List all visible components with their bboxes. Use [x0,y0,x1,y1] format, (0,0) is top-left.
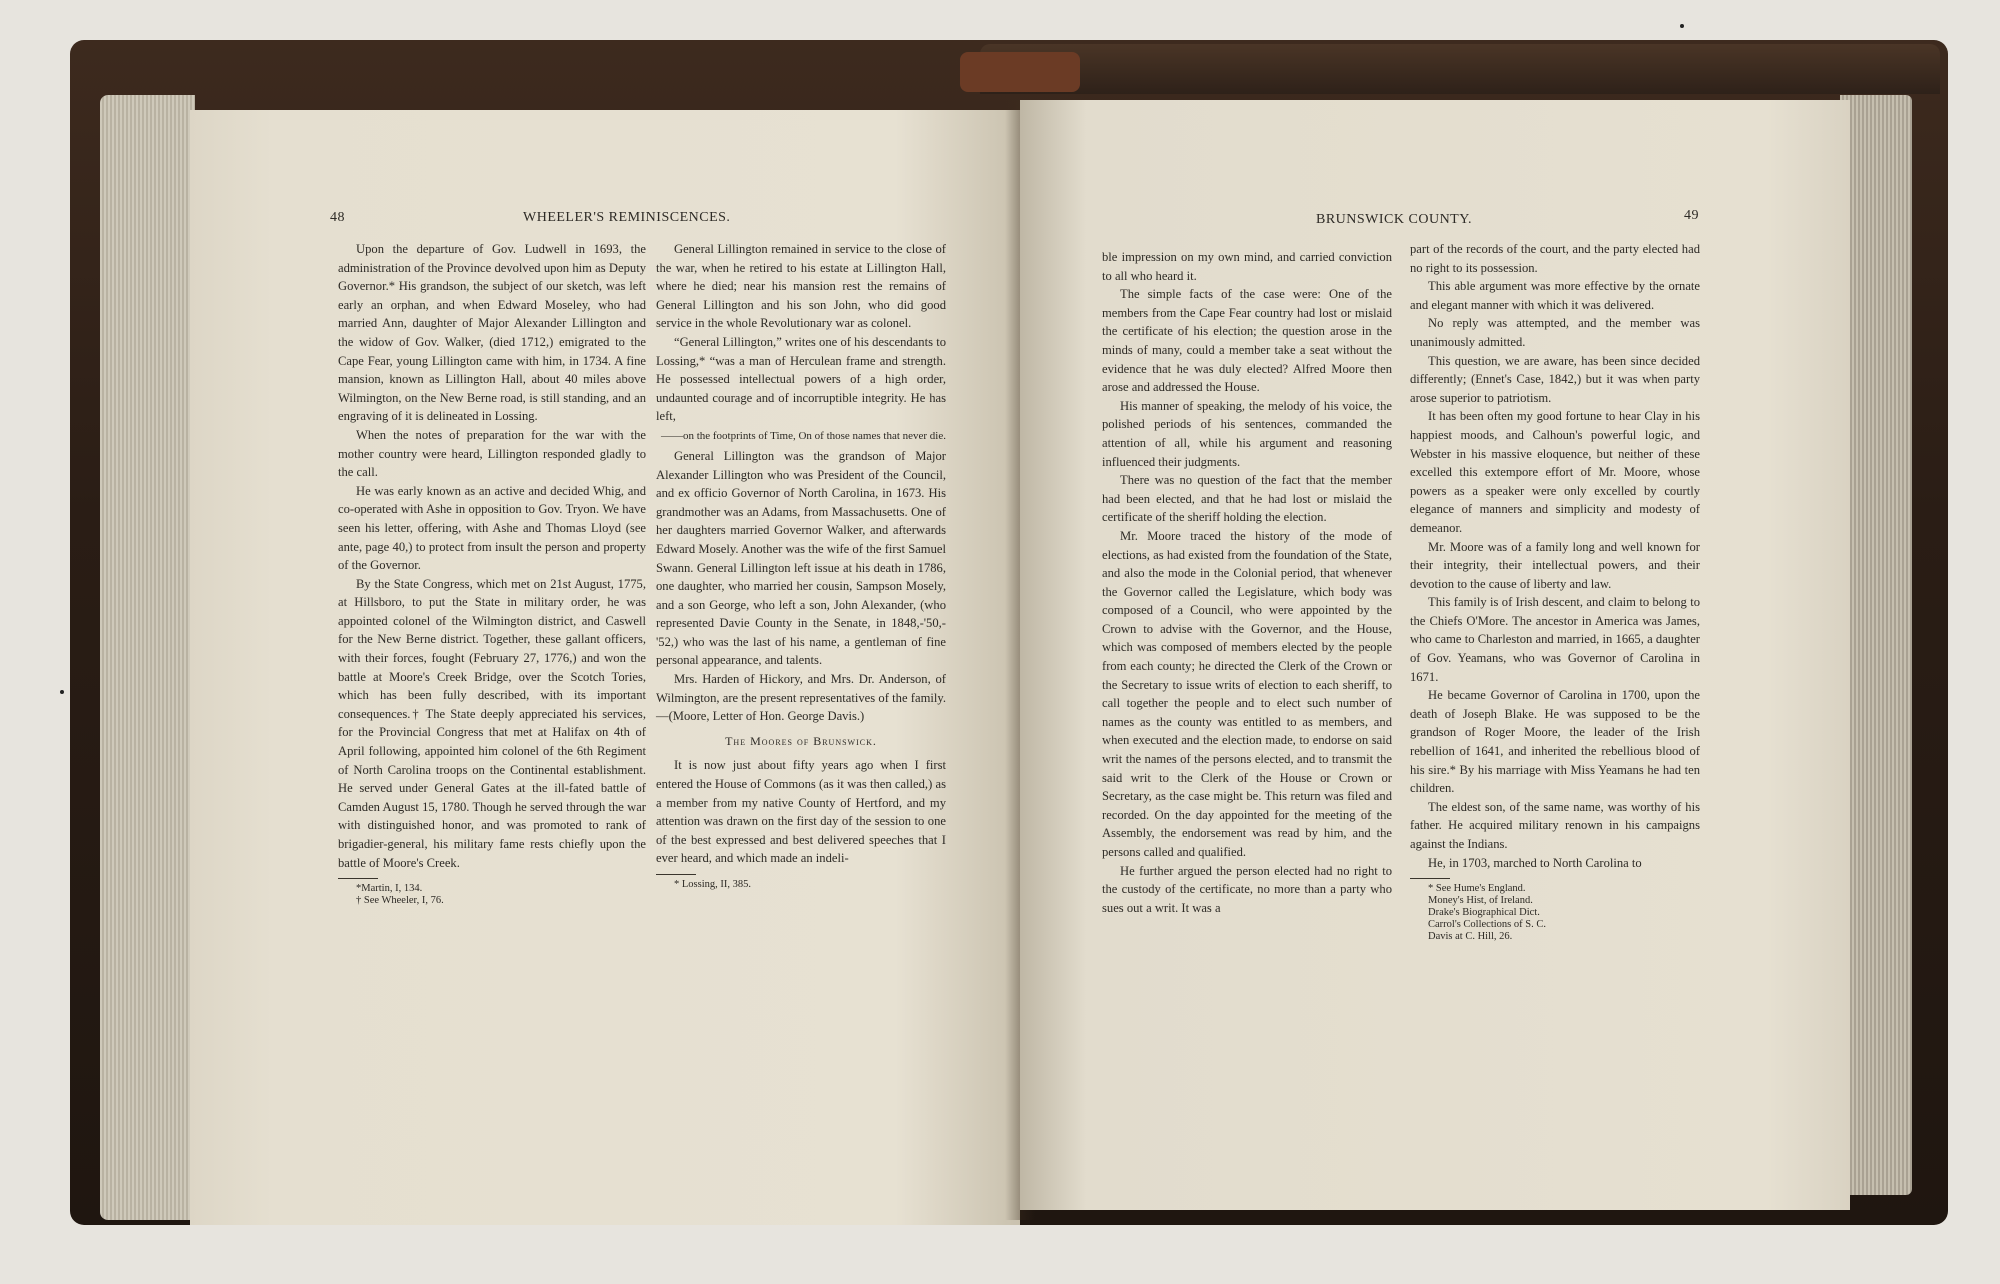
paragraph: There was no question of the fact that the member had been elected, and that he had lost or mislaid the certificate of the sheriff holding the election. [1102,473,1392,525]
paragraph: Mr. Moore traced the history of the mode of elections, as had existed from the foundation of the State, and also the mode in the Colonial period, that whenever the Governor called the Legislature, which body was composed of a Council, who were appointed by the Crown to advise with the Governor, and the House, which was composed of members elected by the people from each county; he directed the Clerk of the Crown or the Secretary to issue writs of election to each sheriff, to call together the people and to elect such number of names as the county was entitled to as members, and when executed and the election made, to endorse on said writ the names of the persons elected, and to transmit the said writ to the Clerk of the House or Crown or Secretary, as the case might be. This return was filed and recorded. On the day appointed for the meeting of the Assembly, the endorsement was read by him, and the persons called and qualified. [1102,528,1392,859]
worn-spine [960,52,1080,92]
running-head: BRUNSWICK COUNTY. [1316,212,1473,227]
section-heading: The Moores of Brunswick. [725,733,877,748]
running-head: WHEELER'S REMINISCENCES. [523,210,731,225]
right-column-1 [1102,248,1392,917]
paragraph: When the notes of preparation for the war with the mother country were heard, Lillington responded gladly to the call. [338,427,646,480]
footnote: * Lossing, II, 385. [674,879,751,890]
paragraph: No reply was attempted, and the member was unanimously admitted. [1410,316,1700,349]
left-column-1 [338,240,646,907]
paragraph: General Lillington remained in service to the close of the war, when he retired to his estate at Lillington Hall, where he died; near his mansion rest the remains of General Lillington and his son John, who did good service in the whole Revolutionary war as colonel. [656,242,946,331]
footnote: Davis at C. Hill, 26. [1428,931,1513,943]
paragraph: General Lillington was the grandson of Major Alexander Lillington who was President of the Council, and ex officio Governor of North Carolina, in 1673. His grandmother was an Adams, from Massachusetts. One of her daughters married Governor Walker, and afterwards Edward Mosely. Another was the wife of the first Samuel Swann. General Lillington left issue at his death in 1786, one daughter, who married her cousin, Sampson Mosely, and a son George, who left a son, John Alexander, (who represented Davie County in the Senate, in 1848,-'50,-'52,) who was the last of his name, a gentleman of fine personal appearance, and talents. [656,448,946,668]
paragraph: “General Lillington,” writes one of his descendants to Lossing,* “was a man of Herculean frame and strength. He possessed intellectual powers of a high order, undaunted courage and of incorruptible integrity. He has left, [656,334,946,424]
paragraph: The simple facts of the case were: One of the members from the Cape Fear country had lost or mislaid the certificate of his election; the question arose in the minds of many, could a member take a seat without the evidence that he was duly elected? Alfred Moore then arose and addressed the House. [1102,287,1392,395]
footnote-rule [1410,878,1450,879]
paragraph: ble impression on my own mind, and carried conviction to all who heard it. [1102,250,1392,283]
dust-speck [60,690,64,694]
paragraph: He further argued the person elected had no right to the custody of the certificate, no more than a party who sues out a writ. It was a [1102,863,1392,915]
paragraph: He was early known as an active and decided Whig, and co-operated with Ashe in opposition to Gov. Tryon. We have seen his letter, offering, with Ashe and Thomas Lloyd (see ante, page 40,) to protect from insult the person and property of the Governor. [338,483,646,573]
paragraph: He became Governor of Carolina in 1700, upon the death of Joseph Blake. He was supposed to be the grandson of Roger Moore, the leader of the Irish rebellion of 1641, and inherited the rebellious blood of his sire.* By his marriage with Miss Yeamans he had ten children. [1410,688,1700,796]
paragraph: part of the records of the court, and the party elected had no right to its possession. [1410,242,1700,275]
paragraph: This family is of Irish descent, and claim to belong to the Chiefs O'More. The ancestor in America was James, who came to Charleston and married, in 1665, a daughter of Gov. Yeamans, who was Governor of Carolina in 1671. [1410,595,1700,684]
footnote: Carrol's Collections of S. C. [1428,919,1546,931]
page-edges-left [100,95,195,1220]
footnote-rule [656,874,696,875]
footnote: * See Hume's England. [1428,883,1526,895]
left-column-2 [656,240,946,891]
right-column-2 [1410,240,1700,943]
footnote: Drake's Biographical Dict. [1428,907,1540,919]
paragraph: He, in 1703, marched to North Carolina to [1428,855,1642,870]
page-number: 48 [330,210,345,225]
dust-speck [1680,24,1684,28]
footnote: † See Wheeler, I, 76. [356,895,444,907]
right-page [1020,100,1850,1210]
footnote: *Martin, I, 134. [356,883,423,895]
left-page [190,110,1020,1225]
paragraph: This able argument was more effective by the ornate and elegant manner with which it was delivered. [1410,279,1700,312]
paragraph: It is now just about fifty years ago when I first entered the House of Commons (as it was then called,) as a member from my native County of Hertford, and my attention was drawn on the first day of the session to one of the best expressed and best delivered speeches that I ever heard, and which made an indeli- [656,758,946,866]
paragraph: The eldest son, of the same name, was worthy of his father. He acquired military renown in his campaigns against the Indians. [1410,799,1700,851]
footnote-rule [338,878,378,879]
footnote: Money's Hist, of Ireland. [1428,895,1533,907]
paragraph: It has been often my good fortune to hear Clay in his happiest moods, and Calhoun's powerful logic, and Webster in his massive eloquence, but neither of these excelled this extempore effort of Mr. Moore, whose powers as a speaker were only excelled by courtly elegance of manners and simplicity and modesty of demeanor. [1410,409,1700,535]
paragraph: Mr. Moore was of a family long and well known for their integrity, their intellectual powers, and their devotion to the cause of liberty and law. [1410,539,1700,591]
paragraph: This question, we are aware, has been since decided differently; (Ennet's Case, 1842,) but it was when party arose superior to patriotism. [1410,353,1700,405]
paragraph: Upon the departure of Gov. Ludwell in 1693, the administration of the Province devolved upon him as Deputy Governor.* His grandson, the subject of our sketch, was left early an orphan, and when Edward Moseley, who had married Ann, daughter of Major Alexander Lillington and the widow of Gov. Walker, (died 1712,) emigrated to the Cape Fear, young Lillington came with him, in 1734. A fine mansion, known as Lillington Hall, about 40 miles above Wilmington, on the New Berne road, is still standing, and an engraving of it is delineated in Lossing. [338,242,646,424]
paragraph: His manner of speaking, the melody of his voice, the polished periods of his sentences, commanded the attention of all, while his argument and reasoning influenced their judgments. [1102,398,1392,469]
page-number: 49 [1684,208,1699,223]
page-edges-right [1840,95,1912,1195]
book-cover-top [980,44,1940,94]
paragraph: By the State Congress, which met on 21st August, 1775, at Hillsboro, to put the State in military order, he was appointed colonel of the Wilmington district, and Caswell for the New Berne district. Together, these gallant officers, with their forces, fought (February 27, 1776,) and won the battle at Moore's Creek Bridge, over the Scotch Tories, which has been fully described, with its important consequences.† The State deeply appreciated his services, for the Provincial Congress that met at Halifax on 4th of April following, appointed him colonel of the 6th Regiment of North Carolina troops on the Continental establishment. He served under General Gates at the ill-fated battle of Camden August 15, 1780. Though he served through the war with distinguished honor, and was promoted to rank of brigadier-general, his military fame rests chiefly upon the battle of Moore's Creek. [338,576,646,870]
verse-quote: ——on the footprints of Time, On of those names that never die. [660,429,946,442]
paragraph: Mrs. Harden of Hickory, and Mrs. Dr. Anderson, of Wilmington, are the present representatives of the family.—(Moore, Letter of Hon. George Davis.) [656,672,946,724]
